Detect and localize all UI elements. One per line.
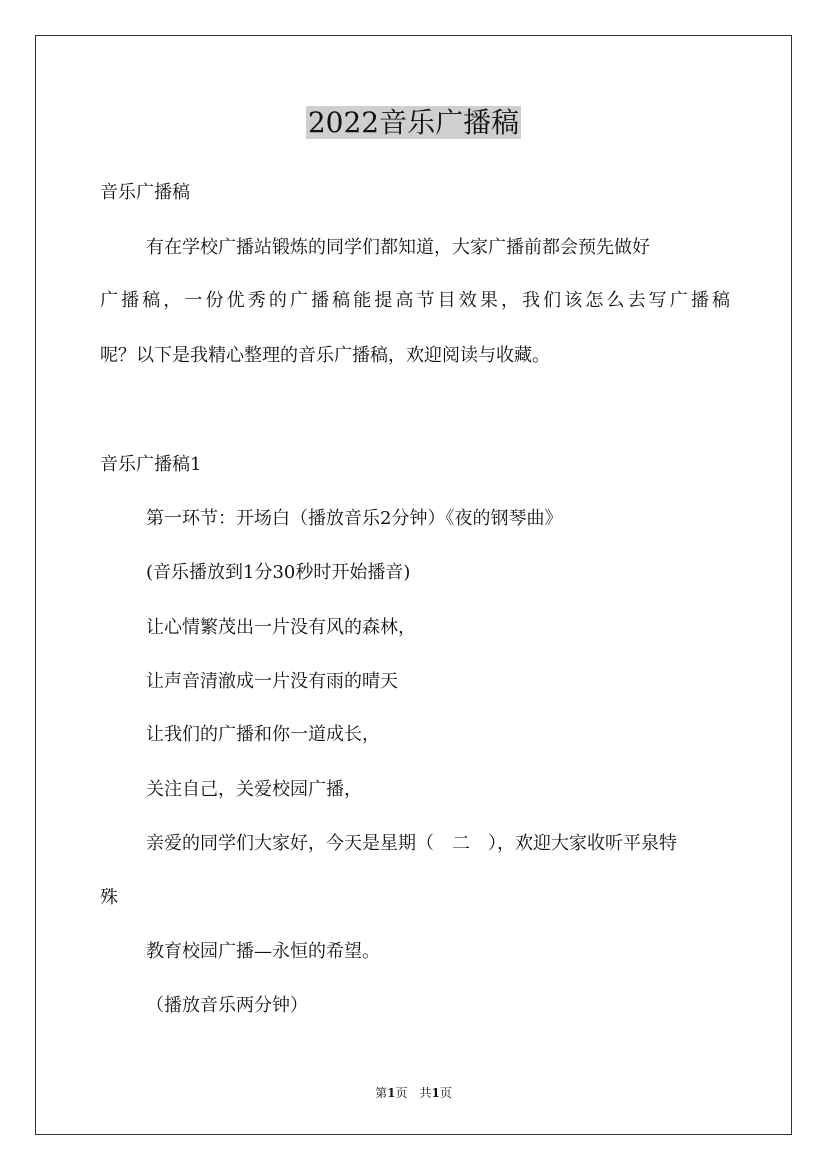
footer-mid: 页 共 <box>395 1086 432 1100</box>
section-label: 音乐广播稿 <box>100 182 190 203</box>
script1-line-3: 让心情繁茂出一片没有风的森林， <box>146 617 416 638</box>
document-title-text: 2022音乐广播稿 <box>307 106 520 139</box>
intro-line-3: 呢？以下是我精心整理的音乐广播稿，欢迎阅读与收藏。 <box>100 345 550 366</box>
script1-heading: 音乐广播稿1 <box>100 454 202 475</box>
script1-line-8: 殊 <box>100 887 118 908</box>
footer-prefix: 第 <box>375 1086 388 1100</box>
script1-line-5: 让我们的广播和你一道成长， <box>146 724 380 745</box>
script1-line-10: （播放音乐两分钟） <box>146 995 308 1016</box>
intro-line-2: 广播稿，一份优秀的广播稿能提高节目效果，我们该怎么去写广播稿 <box>100 290 730 311</box>
footer-page-current: 1 <box>387 1086 396 1100</box>
script1-line-4: 让声音清澈成一片没有雨的晴天 <box>146 671 398 692</box>
script1-line-6: 关注自己，关爱校园广播， <box>146 779 362 800</box>
document-title <box>0 100 827 146</box>
footer-suffix: 页 <box>439 1086 452 1100</box>
footer-page-total: 1 <box>431 1086 440 1100</box>
intro-line-1: 有在学校广播站锻炼的同学们都知道，大家广播前都会预先做好 <box>146 237 650 258</box>
script1-line-7: 亲爱的同学们大家好，今天是星期（ 二 ），欢迎大家收听平泉特 <box>146 833 677 854</box>
page-footer <box>0 1084 827 1102</box>
script1-line-9: 教育校园广播—永恒的希望。 <box>146 941 380 962</box>
script1-line-2: (音乐播放到1分30秒时开始播音) <box>146 562 411 583</box>
script1-line-1: 第一环节：开场白（播放音乐2分钟）《夜的钢琴曲》 <box>146 508 563 529</box>
